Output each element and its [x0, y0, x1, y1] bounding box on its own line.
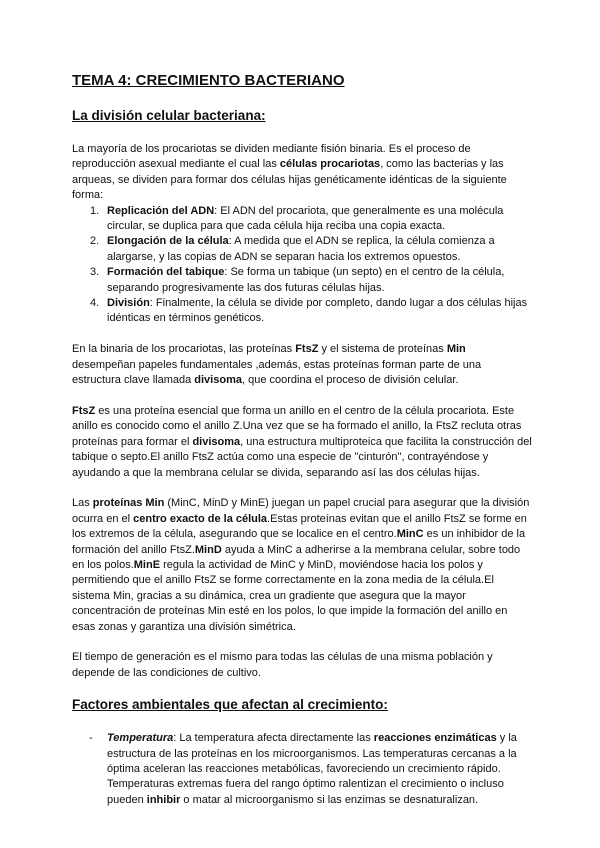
factors-list: [72, 731, 532, 808]
division-steps-list: [72, 204, 532, 327]
list-item: - Temperatura: La temperatura afecta directamente las reacciones enzimáticas y la estructura de las proteínas en los microorganismos. Las temperaturas cercanas a la óptima aceleran las reacciones metabólicas, favoreciendo un crecimiento rápido. Temperaturas extremas fuera del rango óptimo ralentizan el crecimiento o incluso pueden inhibir o matar al microorganismo si las enzimas se desnaturalizan.: [89, 732, 517, 806]
paragraph-min-proteins: Las proteínas Min (MinC, MinD y MinE) juegan un papel crucial para asegurar que la división ocurra en el centro exacto de la célula.Estas proteínas evitan que el anillo FtsZ se forme en los extremos de la célula, asegurando que se localice en el centro.MinC es un inhibidor de la formación del anillo FtsZ.MinD ayuda a MinC a adherirse a la membrana celular, sobre todo en los polos.MinE regula la actividad de MinC y MinD, moviéndose hacia los polos y permitiendo que el anillo FtsZ se forme correctamente en la zona media de la célula.El sistema Min, gracias a su dinámica, crea un gradiente que asegura que la mayor concentración de proteínas Min esté en los polos, lo que impide la formación del anillo en esas zonas y garantiza una división simétrica.: [72, 497, 530, 633]
document-content: [72, 71, 532, 808]
list-item: 3. Formación del tabique: Se forma un tabique (un septo) en el centro de la célula, separando progresivamente las dos futuras células hijas.: [90, 266, 505, 294]
list-item: 2. Elongación de la célula: A medida que el ADN se replica, la célula comienza a alargarse, y las copias de ADN se separan hacia los extremos opuestos.: [90, 235, 495, 263]
list-item: 4. División: Finalmente, la célula se divide por completo, dando lugar a dos células hijas idénticas en términos genéticos.: [90, 297, 528, 325]
list-number: 2.: [90, 235, 100, 248]
paragraph-ftsz: FtsZ es una proteína esencial que forma un anillo en el centro de la célula procariota. Este anillo es conocido como el anillo Z.Una vez que se ha formado el anillo, la FtsZ recluta otras proteínas para formar el divisoma, una estructura multiproteica que facilita la construcción del tabique o septo.El anillo FtsZ actúa como una especie de "cinturón", contrayéndose y ayudando a que la membrana celular se divida, separando así las dos células hijas.: [72, 404, 532, 479]
section-heading-division: La división celular bacteriana:: [72, 108, 266, 123]
list-number: 1.: [90, 204, 100, 217]
paragraph-ftsz-min: En la binaria de los procariotas, las proteínas FtsZ y el sistema de proteínas Min desempeñan papeles fundamentales ,además, estas proteínas forman parte de una estructura clave llamada divisoma, que coordina el proceso de división celular.: [72, 343, 482, 387]
list-dash: -: [89, 732, 93, 745]
list-number: 3.: [90, 266, 100, 279]
paragraph-generation-time: El tiempo de generación es el mismo para todas las células de una misma población y depende de las condiciones de cultivo.: [72, 651, 493, 679]
page-title: TEMA 4: CRECIMIENTO BACTERIANO: [72, 72, 345, 89]
intro-paragraph: La mayoría de los procariotas se dividen mediante fisión binaria. Es el proceso de reproducción asexual mediante el cual las células procariotas, como las bacterias y las arqueas, se dividen para formar dos células hijas genéticamente idénticas de la siguiente forma:: [72, 143, 507, 202]
list-number: 4.: [90, 297, 100, 310]
section-heading-factors: Factores ambientales que afectan al crecimiento:: [72, 697, 388, 713]
list-item: 1. Replicación del ADN: El ADN del procariota, que generalmente es una molécula circular, se duplica para que cada célula hija reciba una copia exacta.: [90, 204, 504, 233]
